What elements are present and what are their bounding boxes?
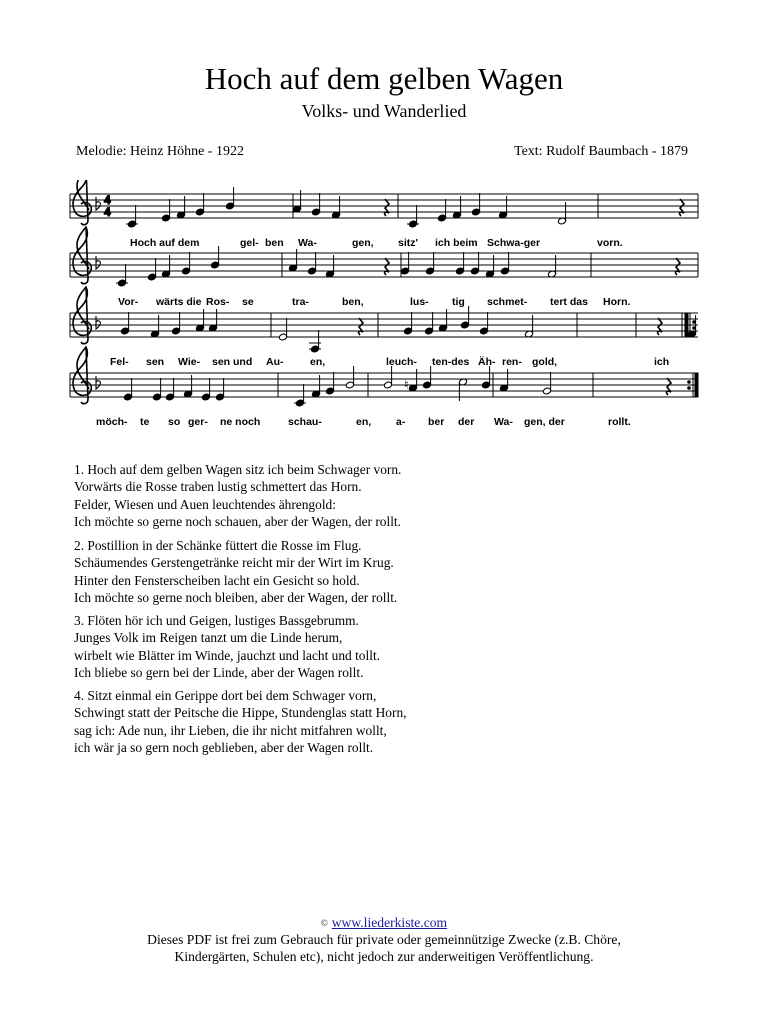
lyric-syllable: gold, xyxy=(532,356,558,368)
stanza-line: Ich möchte so gerne noch schauen, aber der Wagen, der rollt. xyxy=(74,513,401,529)
footer xyxy=(0,915,768,965)
stanza-3 xyxy=(74,612,494,681)
lyric-syllable: vorn. xyxy=(597,237,623,249)
lyric-syllable: Ros- xyxy=(206,296,230,308)
lyric-syllable: ber xyxy=(428,416,445,428)
stanza-4 xyxy=(74,687,494,756)
stanza-line: Schäumendes Gerstengetränke reicht mir der Wirt im Krug. xyxy=(74,555,394,571)
stanza-line: ich wär ja so gern noch geblieben, aber der Wagen rollt. xyxy=(74,739,374,755)
lyric-syllable: Wa- xyxy=(298,237,317,249)
stanza-line: Hinter den Fensterscheiben lacht ein Gesicht so hold. xyxy=(74,572,360,588)
stanza-line: Ich möchte so gerne noch bleiben, aber der Wagen, der rollt. xyxy=(74,589,398,605)
stanza-line: Felder, Wiesen und Auen leuchtendes ährengold: xyxy=(74,496,336,512)
flat-icon xyxy=(96,256,100,269)
lyric-syllable: Wa- xyxy=(494,416,513,428)
lyric-syllable: Au- xyxy=(266,356,284,368)
repeat-dot xyxy=(688,381,691,384)
lyric-syllable: Wie- xyxy=(178,356,201,368)
quarter-rest-icon xyxy=(680,199,684,216)
lyric-syllable: en, xyxy=(356,416,372,428)
lyric-syllable: tert das xyxy=(550,296,588,308)
stanza-line: Ich bliebe so gern bei der Linde, aber der Wagen rollt. xyxy=(74,664,364,680)
treble-clef-icon xyxy=(73,287,91,344)
lyric-syllable: tra- xyxy=(292,296,309,308)
lyric-syllable: en, xyxy=(310,356,326,368)
lyric-syllable: te xyxy=(140,416,150,428)
copyright-symbol: © xyxy=(320,918,328,928)
lyric-syllable: Äh- xyxy=(478,356,496,368)
stanza-line: Vorwärts die Rosse traben lustig schmettert das Horn. xyxy=(74,479,362,495)
quarter-rest-icon xyxy=(385,258,389,275)
stanza-1 xyxy=(74,461,494,530)
lyric-syllable: ten-des xyxy=(432,356,470,368)
song-subtitle: Volks- und Wanderlied xyxy=(301,101,467,121)
lyric-syllable: sitz' xyxy=(398,237,419,249)
lyric-syllable: rollt. xyxy=(608,416,631,428)
lyric-syllable: Vor- xyxy=(118,296,139,308)
melody-credit: Melodie: Heinz Höhne - 1922 xyxy=(76,144,244,159)
natural-icon: ♮ xyxy=(404,377,409,392)
lyric-syllable: wärts die xyxy=(156,296,202,308)
stanza-line: 3. Flöten hör ich und Geigen, lustiges Bassgebrumm. xyxy=(74,613,359,628)
lyric-syllable: Schwa-ger xyxy=(487,237,541,249)
song-title: Hoch auf dem gelben Wagen xyxy=(204,61,564,96)
flat-icon xyxy=(96,316,100,329)
lyric-syllable: gel- xyxy=(240,237,259,249)
sheet-music xyxy=(60,180,710,450)
lyric-syllable: ger- xyxy=(188,416,208,428)
lyric-syllable: se xyxy=(242,296,254,308)
lyric-syllable: tig xyxy=(452,296,465,308)
lyric-syllable: sen xyxy=(146,356,165,368)
stanza-line: wirbelt wie Blätter im Winde, jauchzt und lacht und tollt. xyxy=(74,647,381,663)
stanza-line: Junges Volk im Reigen tanzt um die Linde herum, xyxy=(74,630,343,646)
footer-line: Dieses PDF ist frei zum Gebrauch für private oder gemeinnützige Zwecke (z.B. Chöre, xyxy=(147,931,621,947)
lyric-syllable: schmet- xyxy=(487,296,528,308)
lyric-syllable: Hoch auf dem xyxy=(130,237,200,249)
lyric-syllable: gen, xyxy=(352,237,374,249)
lyric-syllable: lus- xyxy=(410,296,429,308)
stanza-line: 1. Hoch auf dem gelben Wagen sitz ich beim Schwager vorn. xyxy=(74,462,402,477)
lyric-syllable: Fel- xyxy=(110,356,129,368)
lyric-syllable: ben xyxy=(265,237,284,249)
quarter-rest-icon xyxy=(676,258,680,275)
text-credit: Text: Rudolf Baumbach - 1879 xyxy=(514,144,688,159)
lyric-syllable: gen, der xyxy=(524,416,565,428)
lyric-syllable: a- xyxy=(396,416,406,428)
repeat-dot xyxy=(693,327,696,330)
lyric-syllable: möch- xyxy=(96,416,128,428)
time-sig-top: 4 xyxy=(104,193,111,207)
quarter-rest-icon xyxy=(658,318,662,335)
lyric-syllable: Horn. xyxy=(603,296,631,308)
lyric-syllable: ich xyxy=(654,356,670,368)
quarter-rest-icon xyxy=(359,318,363,335)
lyric-syllable: ne noch xyxy=(220,416,261,428)
stanza-line: sag ich: Ade nun, ihr Lieben, die ihr nicht mitfahren wollt, xyxy=(74,722,387,738)
end-bar xyxy=(695,373,698,397)
lyric-syllable: ben, xyxy=(342,296,364,308)
lyric-syllable: leuch- xyxy=(386,356,417,368)
quarter-rest-icon xyxy=(385,199,389,216)
flat-icon xyxy=(96,197,100,210)
lyric-syllable: ren- xyxy=(502,356,522,368)
stanza-line: 4. Sitzt einmal ein Gerippe dort bei dem Schwager vorn, xyxy=(74,688,377,703)
stanza-line: 2. Postillion in der Schänke füttert die Rosse im Flug. xyxy=(74,538,362,553)
lyric-syllable: schau- xyxy=(288,416,322,428)
stanza-2 xyxy=(74,537,494,606)
lyric-syllable: sen und xyxy=(212,356,253,368)
treble-clef-icon xyxy=(73,227,91,284)
flat-icon xyxy=(96,376,100,389)
quarter-rest-icon xyxy=(667,378,671,395)
footer-line: Kindergärten, Schulen etc), nicht jedoch zur anderweitigen Veröffentlichung. xyxy=(174,948,594,964)
stanza-line: Schwingt statt der Peitsche die Hippe, Stundenglas statt Horn, xyxy=(74,705,407,721)
website-link[interactable]: www.liederkiste.com xyxy=(331,915,448,930)
repeat-bar xyxy=(685,313,688,337)
lyric-syllable: ich beim xyxy=(435,237,478,249)
time-sig-bottom: 4 xyxy=(104,205,111,219)
repeat-dot xyxy=(693,321,696,324)
treble-clef-icon xyxy=(73,347,91,404)
lyric-syllable: der xyxy=(458,416,475,428)
repeat-dot xyxy=(688,387,691,390)
lyric-syllable: so xyxy=(168,416,181,428)
